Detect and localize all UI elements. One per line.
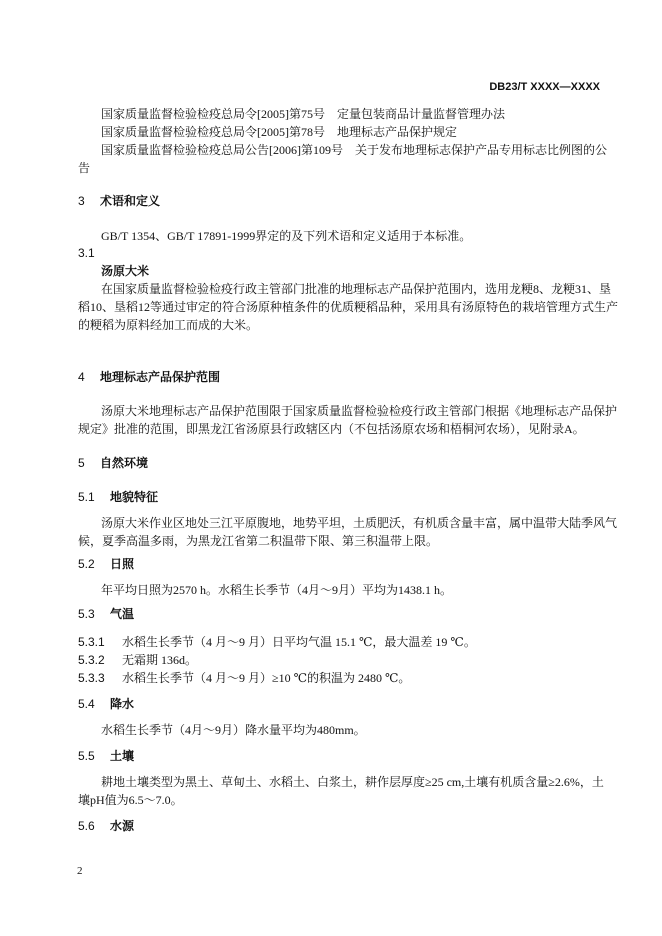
section-4-heading: 4 地理标志产品保护范围 bbox=[78, 370, 221, 384]
section-5-6-heading: 5.6 水源 bbox=[78, 819, 135, 833]
clause-5-3-1: 5.3.1 水稻生长季节（4 月～9 月）日平均气温 15.1 ℃，最大温差 19 ℃。 bbox=[78, 635, 476, 649]
section-3-heading: 3 术语和定义 bbox=[78, 194, 161, 208]
clause-5-3-3: 5.3.3 水稻生长季节（4 月～9 月）≥10 ℃的积温为 2480 ℃。 bbox=[78, 671, 411, 685]
section-5-2-heading: 5.2 日照 bbox=[78, 557, 135, 571]
term-definition-line: 在国家质量监督检验检疫行政主管部门批准的地理标志产品保护范围内，选用龙粳8、龙粳31、垦 bbox=[101, 282, 612, 296]
term-definition-line: 的粳稻为原料经加工而成的大米。 bbox=[78, 318, 259, 332]
section-3-intro: GB/T 1354、GB/T 17891-1999界定的及下列术语和定义适用于本标准。 bbox=[101, 229, 472, 243]
section-5-heading: 5 自然环境 bbox=[78, 456, 149, 470]
section-5-1-para-line: 汤原大米作业区地处三江平原腹地，地势平坦，土质肥沃，有机质含量丰富，属中温带大陆季风气 bbox=[101, 516, 618, 530]
term-number: 3.1 bbox=[78, 246, 95, 260]
section-4-para-line: 汤原大米地理标志产品保护范围限于国家质量监督检验检疫行政主管部门根据《地理标志产品保护 bbox=[101, 404, 618, 418]
section-4-para-line: 规定》批准的范围，即黑龙江省汤原县行政辖区内（不包括汤原农场和梧桐河农场），见附录A。 bbox=[78, 422, 585, 436]
term-name: 汤原大米 bbox=[101, 264, 150, 278]
section-5-1-heading: 5.1 地貌特征 bbox=[78, 490, 159, 504]
clause-5-3-2: 5.3.2 无霜期 136d。 bbox=[78, 653, 198, 667]
term-definition-line: 稻10、垦稻12等通过审定的符合汤原种植条件的优质粳稻品种，采用具有汤原特色的栽培管理方式生产 bbox=[78, 300, 619, 314]
section-5-5-para-line: 耕地土壤类型为黑土、草甸土、水稻土、白浆土，耕作层厚度≥25 cm,土壤有机质含量≥2.6%，土 bbox=[101, 775, 604, 789]
section-5-4-para: 水稻生长季节（4月～9月）降水量平均为480mm。 bbox=[101, 723, 366, 737]
reference-line: 国家质量监督检验检疫总局公告[2006]第109号 关于发布地理标志保护产品专用标志比例图的公 bbox=[101, 143, 607, 157]
section-5-1-para-line: 候，夏季高温多雨，为黑龙江省第二积温带下限、第三积温带上限。 bbox=[78, 534, 439, 548]
page-number: 2 bbox=[77, 865, 83, 877]
section-5-5-heading: 5.5 土壤 bbox=[78, 749, 135, 763]
section-5-3-heading: 5.3 气温 bbox=[78, 607, 135, 621]
document-code-header: DB23/T XXXX—XXXX bbox=[489, 81, 600, 93]
section-5-2-para: 年平均日照为2570 h。水稻生长季节（4月～9月）平均为1438.1 h。 bbox=[101, 583, 453, 597]
section-5-4-heading: 5.4 降水 bbox=[78, 697, 135, 711]
reference-line: 国家质量监督检验检疫总局令[2005]第75号 定量包装商品计量监督管理办法 bbox=[101, 107, 505, 121]
reference-line: 国家质量监督检验检疫总局令[2005]第78号 地理标志产品保护规定 bbox=[101, 125, 457, 139]
reference-line: 告 bbox=[78, 161, 91, 175]
section-5-5-para-line: 壤pH值为6.5～7.0。 bbox=[78, 793, 183, 807]
